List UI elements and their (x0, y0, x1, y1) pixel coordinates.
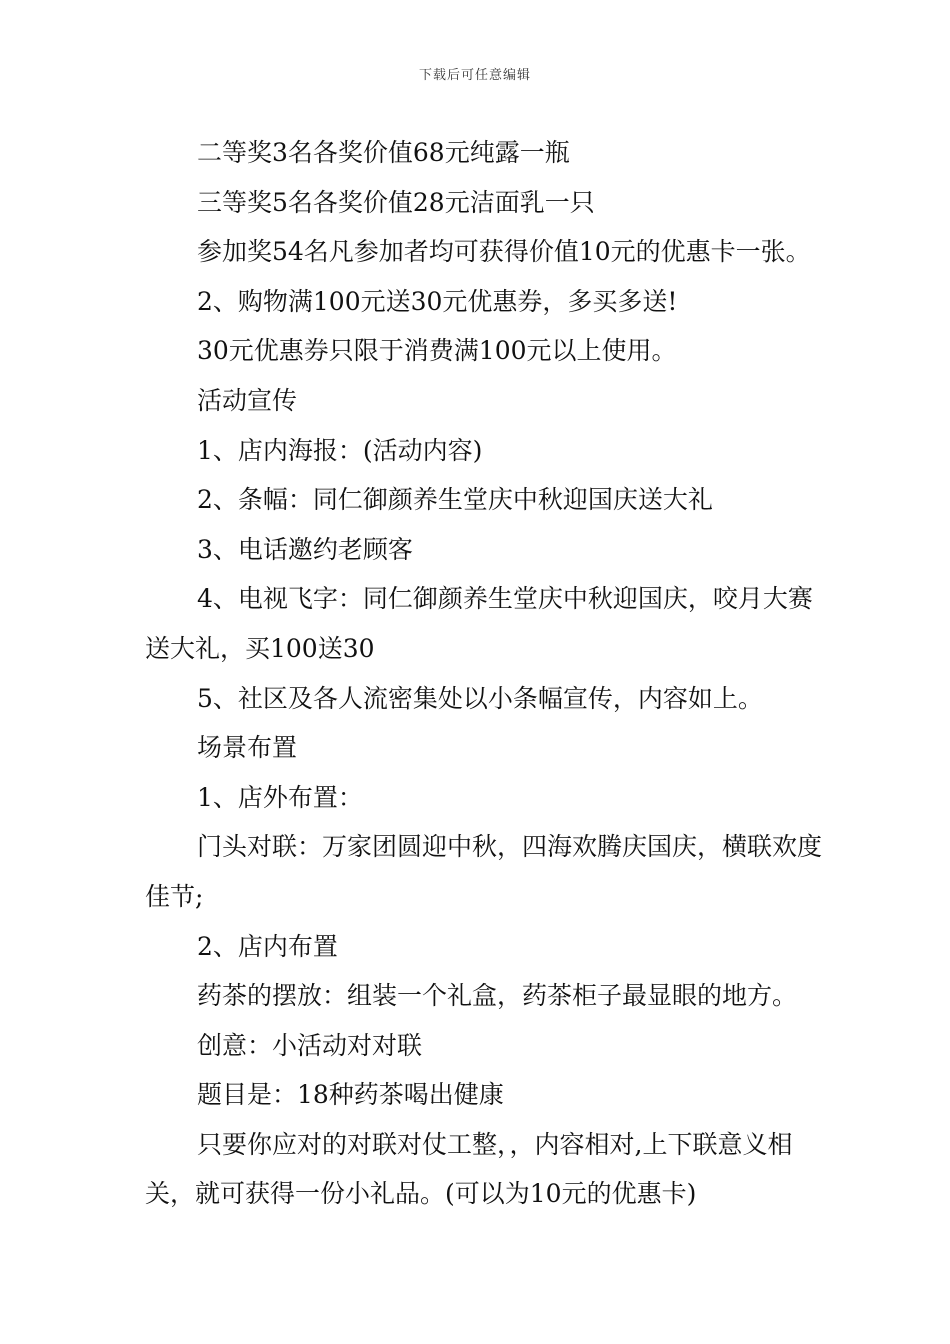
paragraph-topic: 题目是：18种药茶喝出健康 (197, 1080, 504, 1110)
page-header: 下载后可任意编辑 (418, 68, 531, 83)
paragraph-participation-prize: 参加奖54名凡参加者均可获得价值10元的优惠卡一张。 (197, 237, 811, 267)
paragraph-indoor-layout: 2、店内布置 (197, 931, 338, 961)
paragraph-coupon-offer: 2、购物满100元送30元优惠券，多买多送! (197, 286, 678, 316)
paragraph-second-prize: 二等奖3名各奖价值68元纯露一瓶 (197, 138, 570, 167)
paragraph-coupon-limit: 30元优惠券只限于消费满100元以上使用。 (197, 336, 677, 366)
paragraph-idea: 创意：小活动对对联 (197, 1030, 423, 1060)
paragraph-banner: 2、条幅：同仁御颜养生堂庆中秋迎国庆送大礼 (197, 485, 713, 515)
paragraph-third-prize: 三等奖5名各奖价值28元洁面乳一只 (197, 187, 595, 217)
paragraph-community-banner: 5、社区及各人流密集处以小条幅宣传，内容如上。 (197, 683, 763, 713)
paragraph-outdoor-layout: 1、店外布置： (197, 782, 363, 812)
paragraph-tv-ticker: 4、电视飞字：同仁御颜养生堂庆中秋迎国庆，咬月大赛送大礼，买100送30 (145, 584, 813, 663)
section-heading-promotion: 活动宣传 (197, 385, 298, 415)
section-heading-scene: 场景布置 (197, 733, 298, 763)
paragraph-tea-display: 药茶的摆放：组装一个礼盒，药茶柜子最显眼的地方。 (197, 981, 798, 1011)
paragraph-couplet-rules: 只要你应对的对联对仗工整，，内容相对,上下联意义相关，就可获得一份小礼品。(可以为10元的优惠卡) (145, 1129, 793, 1209)
paragraph-poster: 1、店内海报：(活动内容) (197, 435, 483, 465)
paragraph-couplet: 门头对联：万家团圆迎中秋，四海欢腾庆国庆，横联欢度佳节; (145, 832, 823, 911)
paragraph-phone-invite: 3、电话邀约老顾客 (197, 534, 413, 564)
document-body (145, 128, 825, 1219)
